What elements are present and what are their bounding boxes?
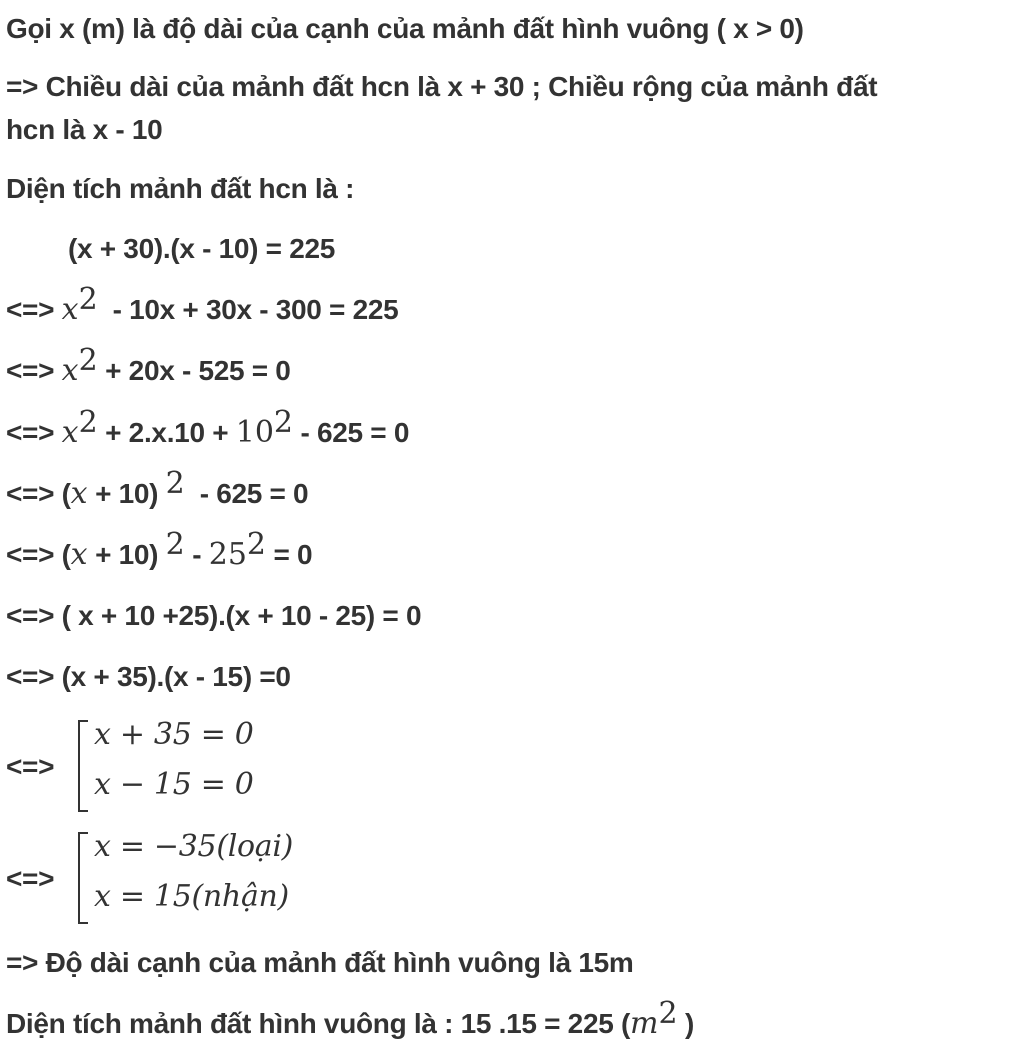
step-factored: <=> (x + 35).(x - 15) =0: [6, 661, 291, 692]
system-row: x = −35(loại): [94, 829, 294, 864]
intro-line: Gọi x (m) là độ dài của cạnh của mảnh đất hình vuông ( x > 0): [6, 13, 804, 44]
area-heading: Diện tích mảnh đất hcn là :: [6, 173, 355, 204]
equivalence-arrow: <=>: [6, 863, 55, 894]
area-conclusion: Diện tích mảnh đất hình vuông là : 15 .15 = 225 ($m^2$ ): [6, 996, 695, 1041]
system-bracket: [78, 832, 88, 924]
system-row: x = 15(nhận): [94, 879, 289, 914]
system-bracket: [78, 720, 88, 812]
step-simplify: <=> $x^2 + 20x - 525 = 0$: [6, 343, 291, 388]
step-expand: <=> $x^2 - 10x + 30x - 300 = 225$: [6, 282, 399, 327]
system-row: x + 35 = 0: [94, 717, 254, 752]
dimensions-line-continued: hcn là x - 10: [6, 114, 163, 145]
step-complete-square: <=> $x^2 + 2.x.10 + 10^2 - 625 = 0$: [6, 405, 410, 450]
area-equation: (x + 30).(x - 10) = 225: [68, 233, 336, 264]
dimensions-line: => Chiều dài của mảnh đất hcn là x + 30 ; Chiều rộng của mảnh đất: [6, 71, 878, 102]
step-factor: <=> ( x + 10 +25).(x + 10 - 25) = 0: [6, 600, 422, 631]
step-difference-squares: <=> (x + 10) $^2 - 25^2 = 0$: [6, 527, 313, 572]
side-length-conclusion: => Độ dài cạnh của mảnh đất hình vuông là 15m: [6, 947, 634, 978]
step-square-form: <=> (x + 10) $^2$ - 625 = 0: [6, 466, 309, 511]
system-row: x − 15 = 0: [94, 767, 254, 802]
equivalence-arrow: <=>: [6, 751, 55, 782]
